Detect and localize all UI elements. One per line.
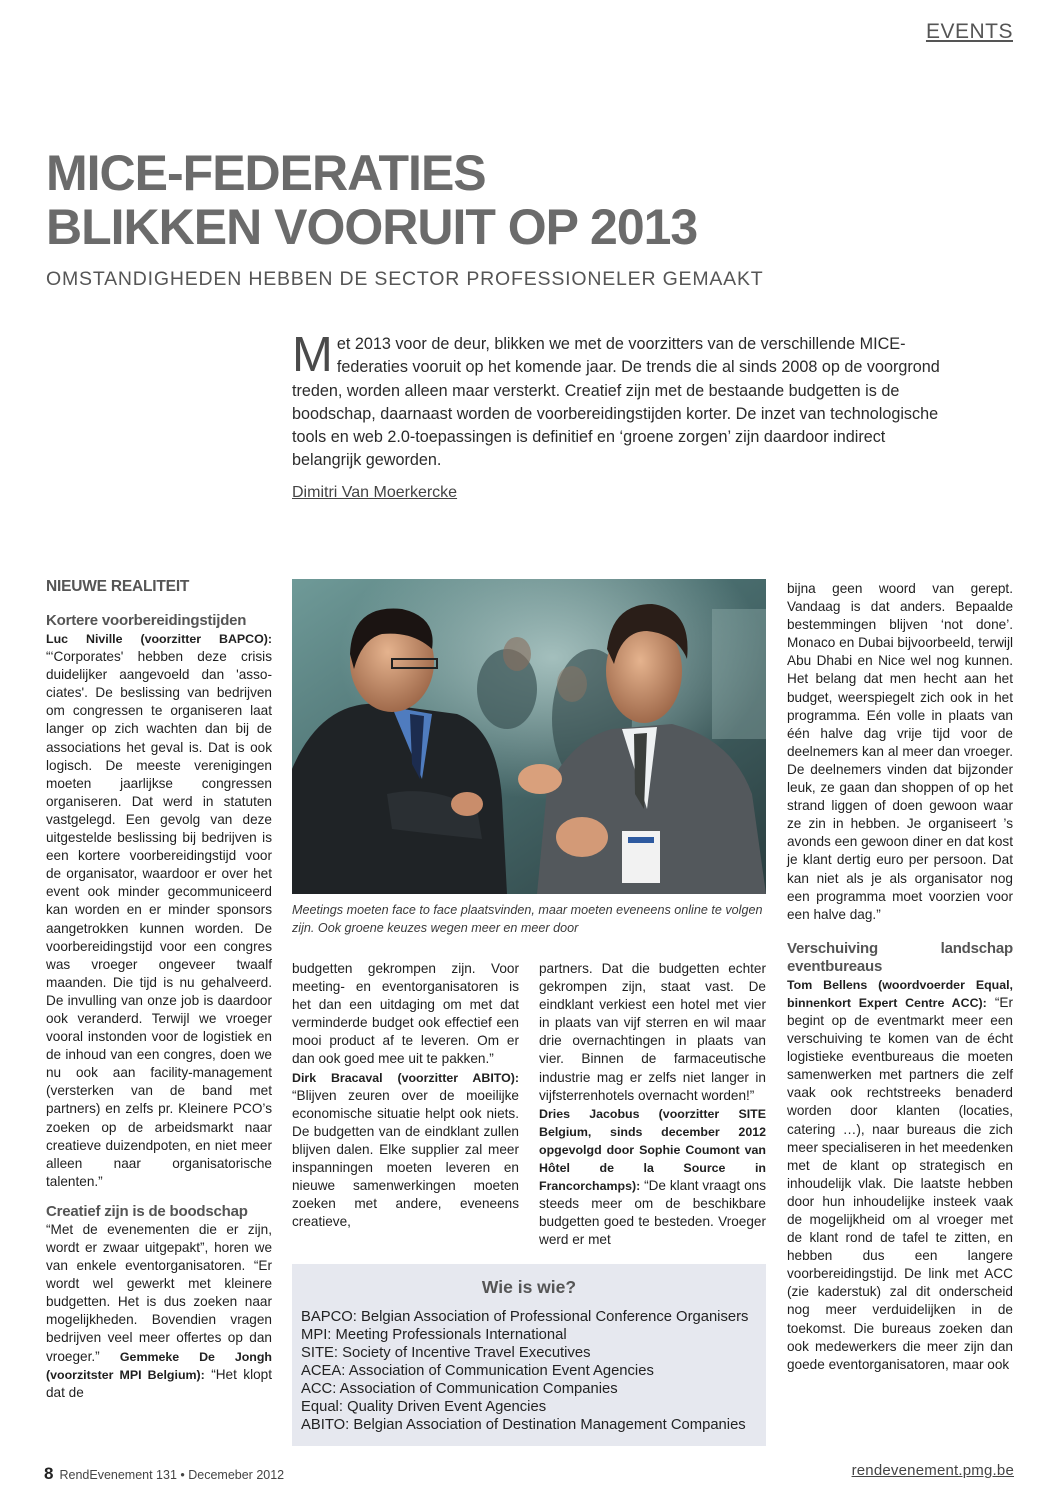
article-photo	[292, 579, 766, 894]
section-tag: EVENTS	[925, 20, 1013, 43]
speaker-niville: Luc Niville (voorzitter BAPCO):	[46, 632, 272, 646]
paragraph-bracaval	[292, 1069, 519, 1232]
quote-bellens: “Er begint op de eventmarkt meer een verschuiving te komen van de écht logistieke eventbureaus die moeten samenwerken met partners die zelf vaak ook rechtstreeks benaderd worden door klanten (locaties, catering …), naar bureaus die zich meer specialiseren in het meedenken met de klant op strategisch en inhoudelijk vlak. Die laatste hebben door hun inhoudelijke insteek vaak de mogelijkheid om al vroeger met de klant rond de tafel te zitten, en hebben dus een langere voorbereidingstijd. De link met ACC (zie kaderstuk) zal dit onderscheid nog meer verduidelijken in de toekomst. Die bureaus zoeken dan ook medewerkers die meer zijn dan goede eventorganisatoren, maar ook	[787, 994, 1013, 1372]
column-4	[787, 580, 1013, 1374]
intro-dropcap: M	[292, 328, 333, 382]
info-box-item: ACC: Association of Communication Companies	[301, 1381, 618, 1397]
info-box-list	[301, 1308, 766, 1434]
column-1	[46, 578, 272, 1402]
issue-label: RendEvenement 131 • Decemeber 2012	[59, 1468, 285, 1482]
page-number: 8	[44, 1464, 54, 1483]
subheading-creatief: Creatief zijn is de boodschap	[46, 1202, 248, 1220]
paragraph-creatief	[46, 1221, 272, 1402]
info-box-item: ACEA: Association of Communication Event Agencies	[301, 1363, 654, 1379]
speaker-jacobus: Dries Jacobus (voorzitter SITE Belgium, sinds december 2012 opgevolgd door Sophie Coumont van Hôtel de la Source in Francorchamps):	[539, 1106, 766, 1194]
title-line-1: MICE-FEDERATIES	[46, 145, 486, 201]
paragraph-niville	[46, 630, 272, 1191]
quote-de-jongh: “Het klopt dat de	[46, 1366, 272, 1400]
speaker-bellens: Tom Bellens (woordvoerder Equal, binnenkort Expert Centre ACC):	[787, 977, 1013, 1010]
intro-text: et 2013 voor de deur, blikken we met de voorzitters van de verschillende MICE-federaties vooruit op het komende jaar. De trends die al sinds 2008 op de voorgrond treden, worden alleen maar versterkt. Creatief zijn met de bestaande budgetten is de boodschap, daarnaast worden de voorbereidingstijden korter. De inzet van technologische tools en web 2.0-toepassingen is definitief en ‘groene zorgen’ zijn daardoor indirect belangrijk geworden.	[292, 335, 940, 470]
quote-niville: “‘Corporates' hebben deze crisis duidelijker aangevoeld dan 'associates'. De beslissing van bedrijven om congressen te organiseren laat langer op zich wachten dan bij de associations het geval is. Dat is ook logisch. De meeste verenigingen moeten jaarlijkse congressen organiseren. Dat werd in statuten vastgelegd. Een gevolg van deze uitgestelde beslissing bij bedrijven is een kortere voorbereidingstijd voor de organisator, waardoor er over het event ook minder gecommuniceerd kan worden en er minder sponsors aangetrokken kunnen worden. De voorbereidingstijd voor een congres was vroeger ongeveer twaalf maanden. Die tijd is nu gehalveerd. De invulling van onze job is daardoor ook veranderd. Terwijl we vroeger vooral instonden voor de logistiek en de inhoud van een congres, doen we nu ook aan facility-management (versterken van de band met partners) en zelfs pr. Kleinere PCO’s zoeken op de arbeidsmarkt naar creatieve duizendpoten, en niet meer alleen naar organisatorische talenten.”	[46, 649, 272, 1189]
article-author: Dimitri Van Moerkercke	[292, 484, 458, 501]
paragraph-jacobus	[539, 1105, 766, 1250]
column-3	[539, 960, 766, 1250]
info-box-item: SITE: Society of Incentive Travel Executives	[301, 1345, 591, 1361]
paragraph-col3-start: partners. Dat die budgetten echter gekrompen zijn, staat vast. De eindklant verkiest een hotel met vier in plaats van vijf sterren en wil maar drie overnachtingen in plaats van vier. Binnen de farmaceutische industrie mag er zelfs niet langer in vijfsterrenhotels overnacht worden!”	[539, 961, 766, 1103]
info-box-item: ABITO: Belgian Association of Destination Management Companies	[301, 1417, 746, 1433]
section-heading: NIEUWE REALITEIT	[46, 578, 190, 595]
quote-jacobus: “De klant vraagt ons steeds meer om de beschikbare budgetten goed te besteden. Vroeger werd er met	[539, 1178, 766, 1248]
paragraph-col4-start: bijna geen woord van gerept. Vandaag is dat anders. Bepaalde bestemmingen blijven ‘not done’. Monaco en Dubai bijvoorbeeld, terwijl Abu Dhabi en Nice wel nog kunnen. Het belang dat men hecht aan het budget, weerspiegelt zich ook in het programma. Eén volle in plaats van één halve dag vrije tijd voor de deelnemers kan al meer dan vroeger. De deelnemers vinden dat bijzonder leuk, ze gaan dan shoppen of op het strand liggen of doen gewoon waar ze zin in hebben. Je organiseert ’s avonds een gewoon diner en dat kost je klant dertig euro per persoon. Dat kan niet als je als organisator nog een programma moet voorzien voor een halve dag.”	[787, 581, 1013, 922]
info-box-title: Wie is wie?	[481, 1277, 577, 1297]
quote-creatief: “Met de evenementen die er zijn, wordt er zwaar uitgepakt”, horen we van enkele eventorganisatoren. “Er wordt wel gewerkt met kleinere budgetten. Het is dus zoeken naar mogelijkheden. Bovendien vragen bedrijven veel meer offertes op dan vroeger.”	[46, 1221, 272, 1364]
article-subtitle: OMSTANDIGHEDEN HEBBEN DE SECTOR PROFESSIONELER GEMAAKT	[46, 268, 764, 290]
article-title	[46, 146, 946, 254]
paragraph-col2-start: budgetten gekrompen zijn. Voor meeting- en eventorganisatoren is het dan een uitdaging om met dat verminderde budget ook effectief een mooi product af te leveren. Om er dan ook goed mee uit te pakken.”	[292, 961, 519, 1067]
website-link[interactable]: rendevenement.pmg.be	[851, 1462, 1014, 1479]
article-intro	[292, 328, 942, 473]
paragraph-bellens	[787, 976, 1013, 1374]
column-2	[292, 960, 519, 1231]
title-line-2: BLIKKEN VOORUIT OP 2013	[46, 199, 698, 255]
info-box-item: Equal: Quality Driven Event Agencies	[301, 1399, 547, 1415]
subheading-voorbereidingstijden: Kortere voorbereidingstijden	[46, 612, 247, 629]
info-box	[292, 1264, 766, 1446]
info-box-item: BAPCO: Belgian Association of Professional Conference Organisers	[301, 1309, 749, 1325]
subheading-verschuiving: Verschuiving landschap eventbureaus	[787, 939, 1013, 975]
info-box-item: MPI: Meeting Professionals International	[301, 1327, 567, 1343]
speaker-bracaval: Dirk Bracaval (voorzitter ABITO):	[292, 1070, 519, 1085]
photo-caption: Meetings moeten face to face plaatsvinden, maar moeten eveneens online te volgen zijn. Ook groene keuzes wegen meer en meer door	[292, 903, 763, 935]
footer-issue-info	[44, 1464, 284, 1484]
quote-bracaval: “Blijven zeuren over de moeilijke economische situatie helpt ook niets. De budgetten van de eindklant zullen blijven dalen. Elke supplier zal meer inspanningen moeten leveren en nieuwe samenwerkingen moeten zoeken met andere, eveneens creatieve,	[292, 1087, 519, 1230]
speaker-de-jongh: Gemmeke De Jongh (voorzitster MPI Belgium):	[46, 1349, 272, 1382]
